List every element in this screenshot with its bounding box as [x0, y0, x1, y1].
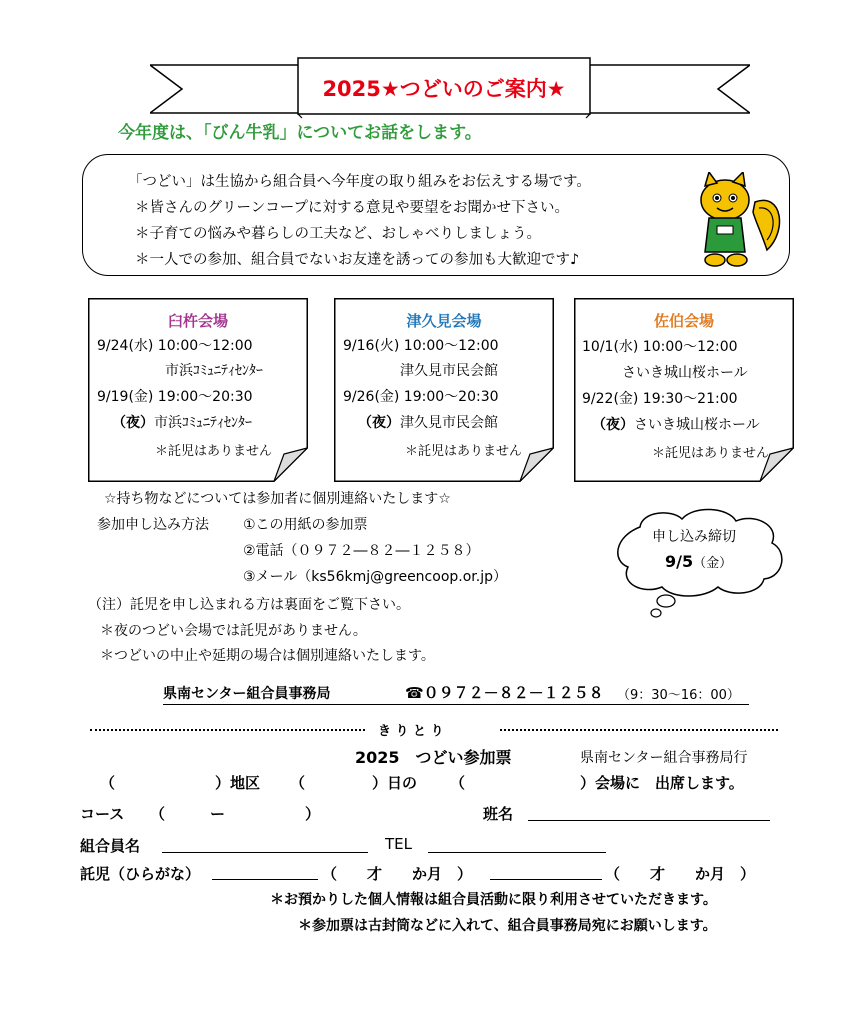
venue-tsukumi-night-place: 津久見市民会館 — [400, 415, 498, 431]
child-age-1: （ 才 か月 ） — [322, 865, 473, 883]
cut-label: き り と り — [378, 724, 444, 739]
venue-saiki-day-date: 10/1(水) 10:00～12:00 — [582, 339, 738, 355]
mascot-squirrel-icon — [695, 172, 785, 272]
intro-line-1: 「つどい」は生協から組合員へ今年度の取り組みをお伝えする場です。 — [128, 174, 591, 190]
contact-office: 県南センター組合員事務局 — [163, 686, 331, 702]
envelope-note: ＊参加票は古封筒などに入れて、組合員事務局宛にお願いします。 — [298, 918, 717, 934]
intro-line-2: ＊皆さんのグリーンコープに対する意見や要望をお聞かせ下さい。 — [135, 200, 569, 216]
venue-title-usuki: 臼杵会場 — [167, 312, 228, 330]
group-label: 班名 — [483, 805, 514, 823]
member-name-field[interactable] — [162, 852, 368, 853]
cancel-note: ＊つどいの中止や延期の場合は個別連絡いたします。 — [100, 648, 435, 664]
group-name-field[interactable] — [528, 820, 770, 821]
intro-line-4: ＊一人での参加、組合員でないお友達を誘っての参加も大歓迎です♪ — [135, 252, 580, 268]
intro-line-3: ＊子育ての悩みや暮らしの工夫など、おしゃべりしましょう。 — [135, 226, 541, 242]
child-label: 託児（ひらがな） — [80, 865, 201, 883]
venue-usuki-day-date: 9/24(水) 10:00～12:00 — [97, 338, 253, 354]
venue-usuki-note: ＊託児はありません — [155, 444, 273, 459]
venue-saiki-night-date: 9/22(金) 19:30～21:00 — [582, 391, 738, 407]
form-title: 2025 つどい参加票 — [355, 748, 512, 767]
venue-title-tsukumi: 津久見会場 — [406, 312, 482, 330]
venue-usuki-night-date: 9/19(金) 19:00～20:30 — [97, 389, 253, 405]
child-name-field-2[interactable] — [490, 879, 602, 880]
method-email: ③メール（ks56kmj@greencoop.or.jp） — [243, 569, 507, 585]
cut-line-right — [500, 729, 778, 731]
course-open: （ — [150, 805, 166, 823]
course-close: ） — [305, 805, 321, 823]
contact-hours: （9：30～16：00） — [617, 688, 740, 703]
privacy-note: ＊お預かりした個人情報は組合員活動に限り利用させていただきます。 — [270, 892, 717, 908]
form-open-1: （ — [100, 774, 116, 792]
form-open-3: （ — [450, 774, 466, 792]
venue-usuki-night-label: （夜） — [112, 415, 154, 431]
deadline-date: 9/5 — [665, 552, 694, 571]
venue-tsukumi-night-label: （夜） — [358, 415, 400, 431]
cut-line-left — [90, 729, 365, 731]
method-label: 参加申し込み方法 — [97, 517, 209, 533]
venue-tsukumi-night-date: 9/26(金) 19:00～20:30 — [343, 389, 499, 405]
venue-usuki-day-place: 市浜ｺﾐｭﾆﾃｨｾﾝﾀｰ — [165, 363, 263, 379]
subtitle: 今年度は、「びん牛乳」についてお話をします。 — [118, 123, 482, 143]
deadline-label: 申し込み締切 — [652, 529, 736, 545]
venue-title-saiki: 佐伯会場 — [653, 312, 714, 330]
belongings-note: ☆持ち物などについては参加者に個別連絡いたします☆ — [104, 491, 451, 507]
course-dash: ー — [210, 805, 226, 823]
contact-phone: ☎０９７２－８２－１２５８ — [405, 684, 604, 702]
venue-saiki-night-label: （夜） — [592, 417, 634, 433]
venue-tsukumi-day-place: 津久見市民会館 — [400, 363, 498, 379]
form-open-2: （ — [290, 774, 306, 792]
form-venue-label: ）会場に 出席します。 — [580, 774, 744, 792]
child-name-field-1[interactable] — [212, 879, 318, 880]
venue-saiki-day-place: さいき城山桜ホール — [622, 365, 748, 381]
course-label: コース — [80, 805, 125, 823]
venue-tsukumi-day-date: 9/16(火) 10:00～12:00 — [343, 338, 499, 354]
venue-saiki-night-place: さいき城山桜ホール — [634, 417, 760, 433]
page-title: 2025★つどいのご案内★ — [322, 77, 566, 101]
method-phone: ②電話（０９７２―８２―１２５８） — [243, 543, 480, 559]
form-day-label: ）日の — [372, 774, 418, 792]
tel-field[interactable] — [428, 852, 606, 853]
venue-usuki-night-place: 市浜ｺﾐｭﾆﾃｨｾﾝﾀｰ — [154, 415, 252, 431]
venue-saiki-note: ＊託児はありません — [652, 446, 770, 461]
form-issuer: 県南センター組合事務局行 — [580, 750, 748, 766]
child-age-2: （ 才 か月 ） — [605, 865, 756, 883]
tel-label: TEL — [385, 835, 412, 853]
childcare-note: （注）託児を申し込まれる方は裏面をご覧下さい。 — [88, 597, 410, 613]
venue-tsukumi-note: ＊託児はありません — [405, 444, 523, 459]
deadline-day: （金） — [693, 556, 733, 571]
member-label: 組合員名 — [80, 837, 141, 855]
method-paper: ①この用紙の参加票 — [243, 517, 368, 533]
night-childcare-note: ＊夜のつどい会場では託児がありません。 — [100, 623, 367, 639]
form-district-label: ）地区 — [215, 774, 261, 792]
